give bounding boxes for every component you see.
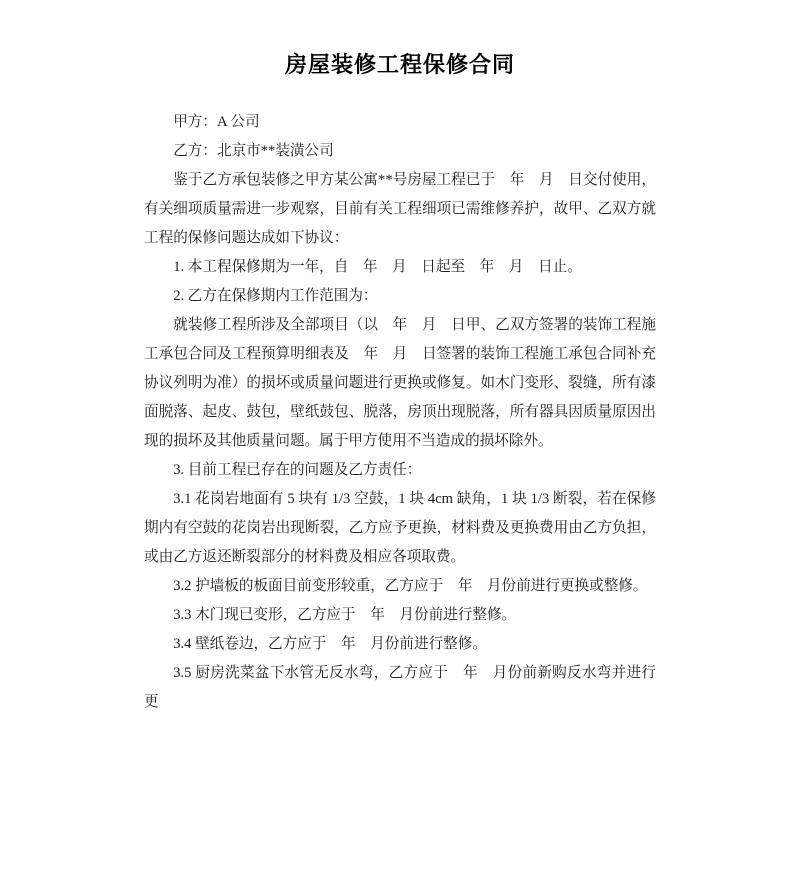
paragraph: 3.1 花岗岩地面有 5 块有 1/3 空鼓，1 块 4cm 缺角，1 块 1/3 断裂，若在保修期内有空鼓的花岗岩出现断裂，乙方应予更换，材料费及更换费用由乙方负担，或由乙方返还断裂部分的材料费及相应各项取费。 bbox=[144, 491, 656, 565]
paragraph: 甲方：A 公司 bbox=[173, 114, 260, 130]
paragraph: 1. 本工程保修期为一年，自 年 月 日起至 年 月 日止。 bbox=[173, 259, 582, 275]
paragraph: 3.3 木门现已变形，乙方应于 年 月份前进行整修。 bbox=[173, 607, 517, 623]
document-body bbox=[144, 108, 656, 717]
paragraph: 3.4 壁纸卷边，乙方应于 年 月份前进行整修。 bbox=[173, 636, 487, 652]
paragraph: 就装修工程所涉及全部项目（以 年 月 日甲、乙双方签署的装饰工程施工承包合同及工程预算明细表及 年 月 日签署的装饰工程施工承包合同补充协议列明为准）的损坏或质量问题进行更换或修复。如木门变形、裂缝，所有漆面脱落、起皮、鼓包，壁纸鼓包、脱落，房顶出现脱落，所有器具因质量原因出现的损坏及其他质量问题。属于甲方使用不当造成的损坏除外。 bbox=[144, 317, 656, 449]
paragraph: 3. 目前工程已存在的问题及乙方责任： bbox=[173, 462, 422, 478]
paragraph: 乙方：北京市**装潢公司 bbox=[173, 143, 334, 159]
paragraph: 3.2 护墙板的板面目前变形较重，乙方应于 年 月份前进行更换或整修。 bbox=[173, 578, 648, 594]
document-column bbox=[144, 50, 656, 717]
document-title: 房屋装修工程保修合同 bbox=[284, 52, 515, 77]
paragraph: 3.5 厨房洗菜盆下水管无反水弯，乙方应于 年 月份前新购反水弯并进行更 bbox=[144, 665, 656, 710]
paragraph: 鉴于乙方承包装修之甲方某公寓**号房屋工程已于 年 月 日交付使用，有关细项质量需进一步观察，目前有关工程细项已需维修养护，故甲、乙双方就工程的保修问题达成如下协议： bbox=[144, 172, 656, 246]
paragraph: 2. 乙方在保修期内工作范围为： bbox=[173, 288, 378, 304]
